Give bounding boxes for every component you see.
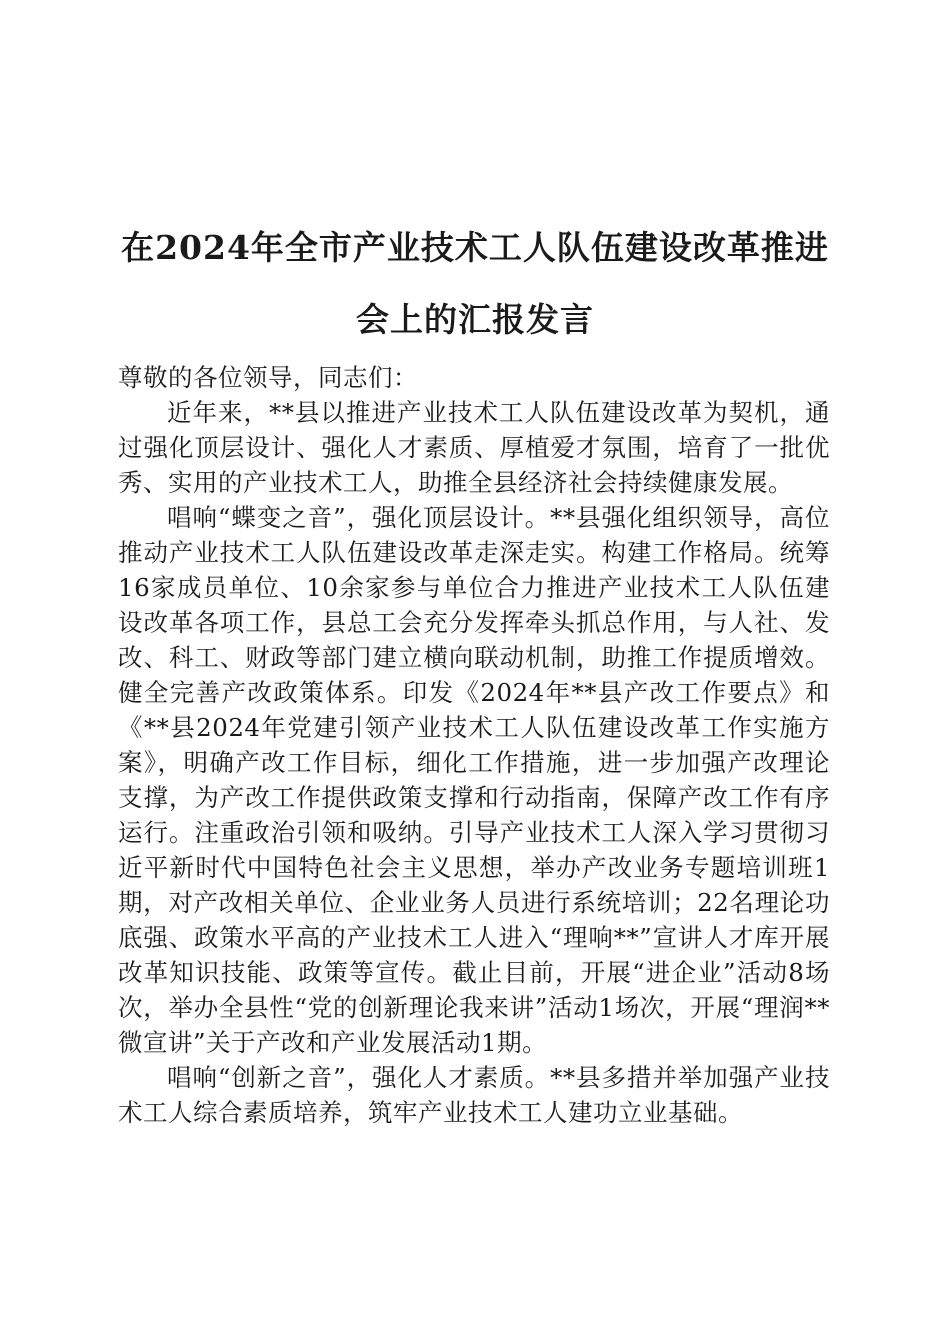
- paragraph-top-level-design: 唱响“蝶变之音”，强化顶层设计。**县强化组织领导，高位推动产业技术工人队伍建设改革走深走实。构建工作格局。统筹16家成员单位、10余家参与单位合力推进产业技术工人队伍建设改革各项工作，县总工会充分发挥牵头抓总作用，与人社、发改、科工、财政等部门建立横向联动机制，助推工作提质增效。健全完善产改政策体系。印发《2024年**县产改工作要点》和《**县2024年党建引领产业技术工人队伍建设改革工作实施方案》，明确产改工作目标，细化工作措施，进一步加强产改理论支撑，为产改工作提供政策支撑和行动指南，保障产改工作有序运行。注重政治引领和吸纳。引导产业技术工人深入学习贯彻习近平新时代中国特色社会主义思想，举办产改业务专题培训班1期，对产改相关单位、企业业务人员进行系统培训；22名理论功底强、政策水平高的产业技术工人进入“理响**”宣讲人才库开展改革知识技能、政策等宣传。截止目前，开展“进企业”活动8场次，举办全县性“党的创新理论我来讲”活动1场次，开展“理润**微宣讲”关于产改和产业发展活动1期。: [118, 503, 830, 1057]
- salutation: 尊敬的各位领导，同志们：: [118, 363, 418, 392]
- paragraph-intro: 近年来，**县以推进产业技术工人队伍建设改革为契机，通过强化顶层设计、强化人才素质、厚植爱才氛围，培育了一批优秀、实用的产业技术工人，助推全县经济社会持续健康发展。: [118, 398, 830, 497]
- document-body: [118, 360, 830, 1130]
- document-title: 在2024年全市产业技术工人队伍建设改革推进会上的汇报发言: [121, 228, 829, 340]
- paragraph-talent-quality: 唱响“创新之音”，强化人才素质。**县多措并举加强产业技术工人综合素质培养，筑牢产业技术工人建功立业基础。: [118, 1063, 830, 1127]
